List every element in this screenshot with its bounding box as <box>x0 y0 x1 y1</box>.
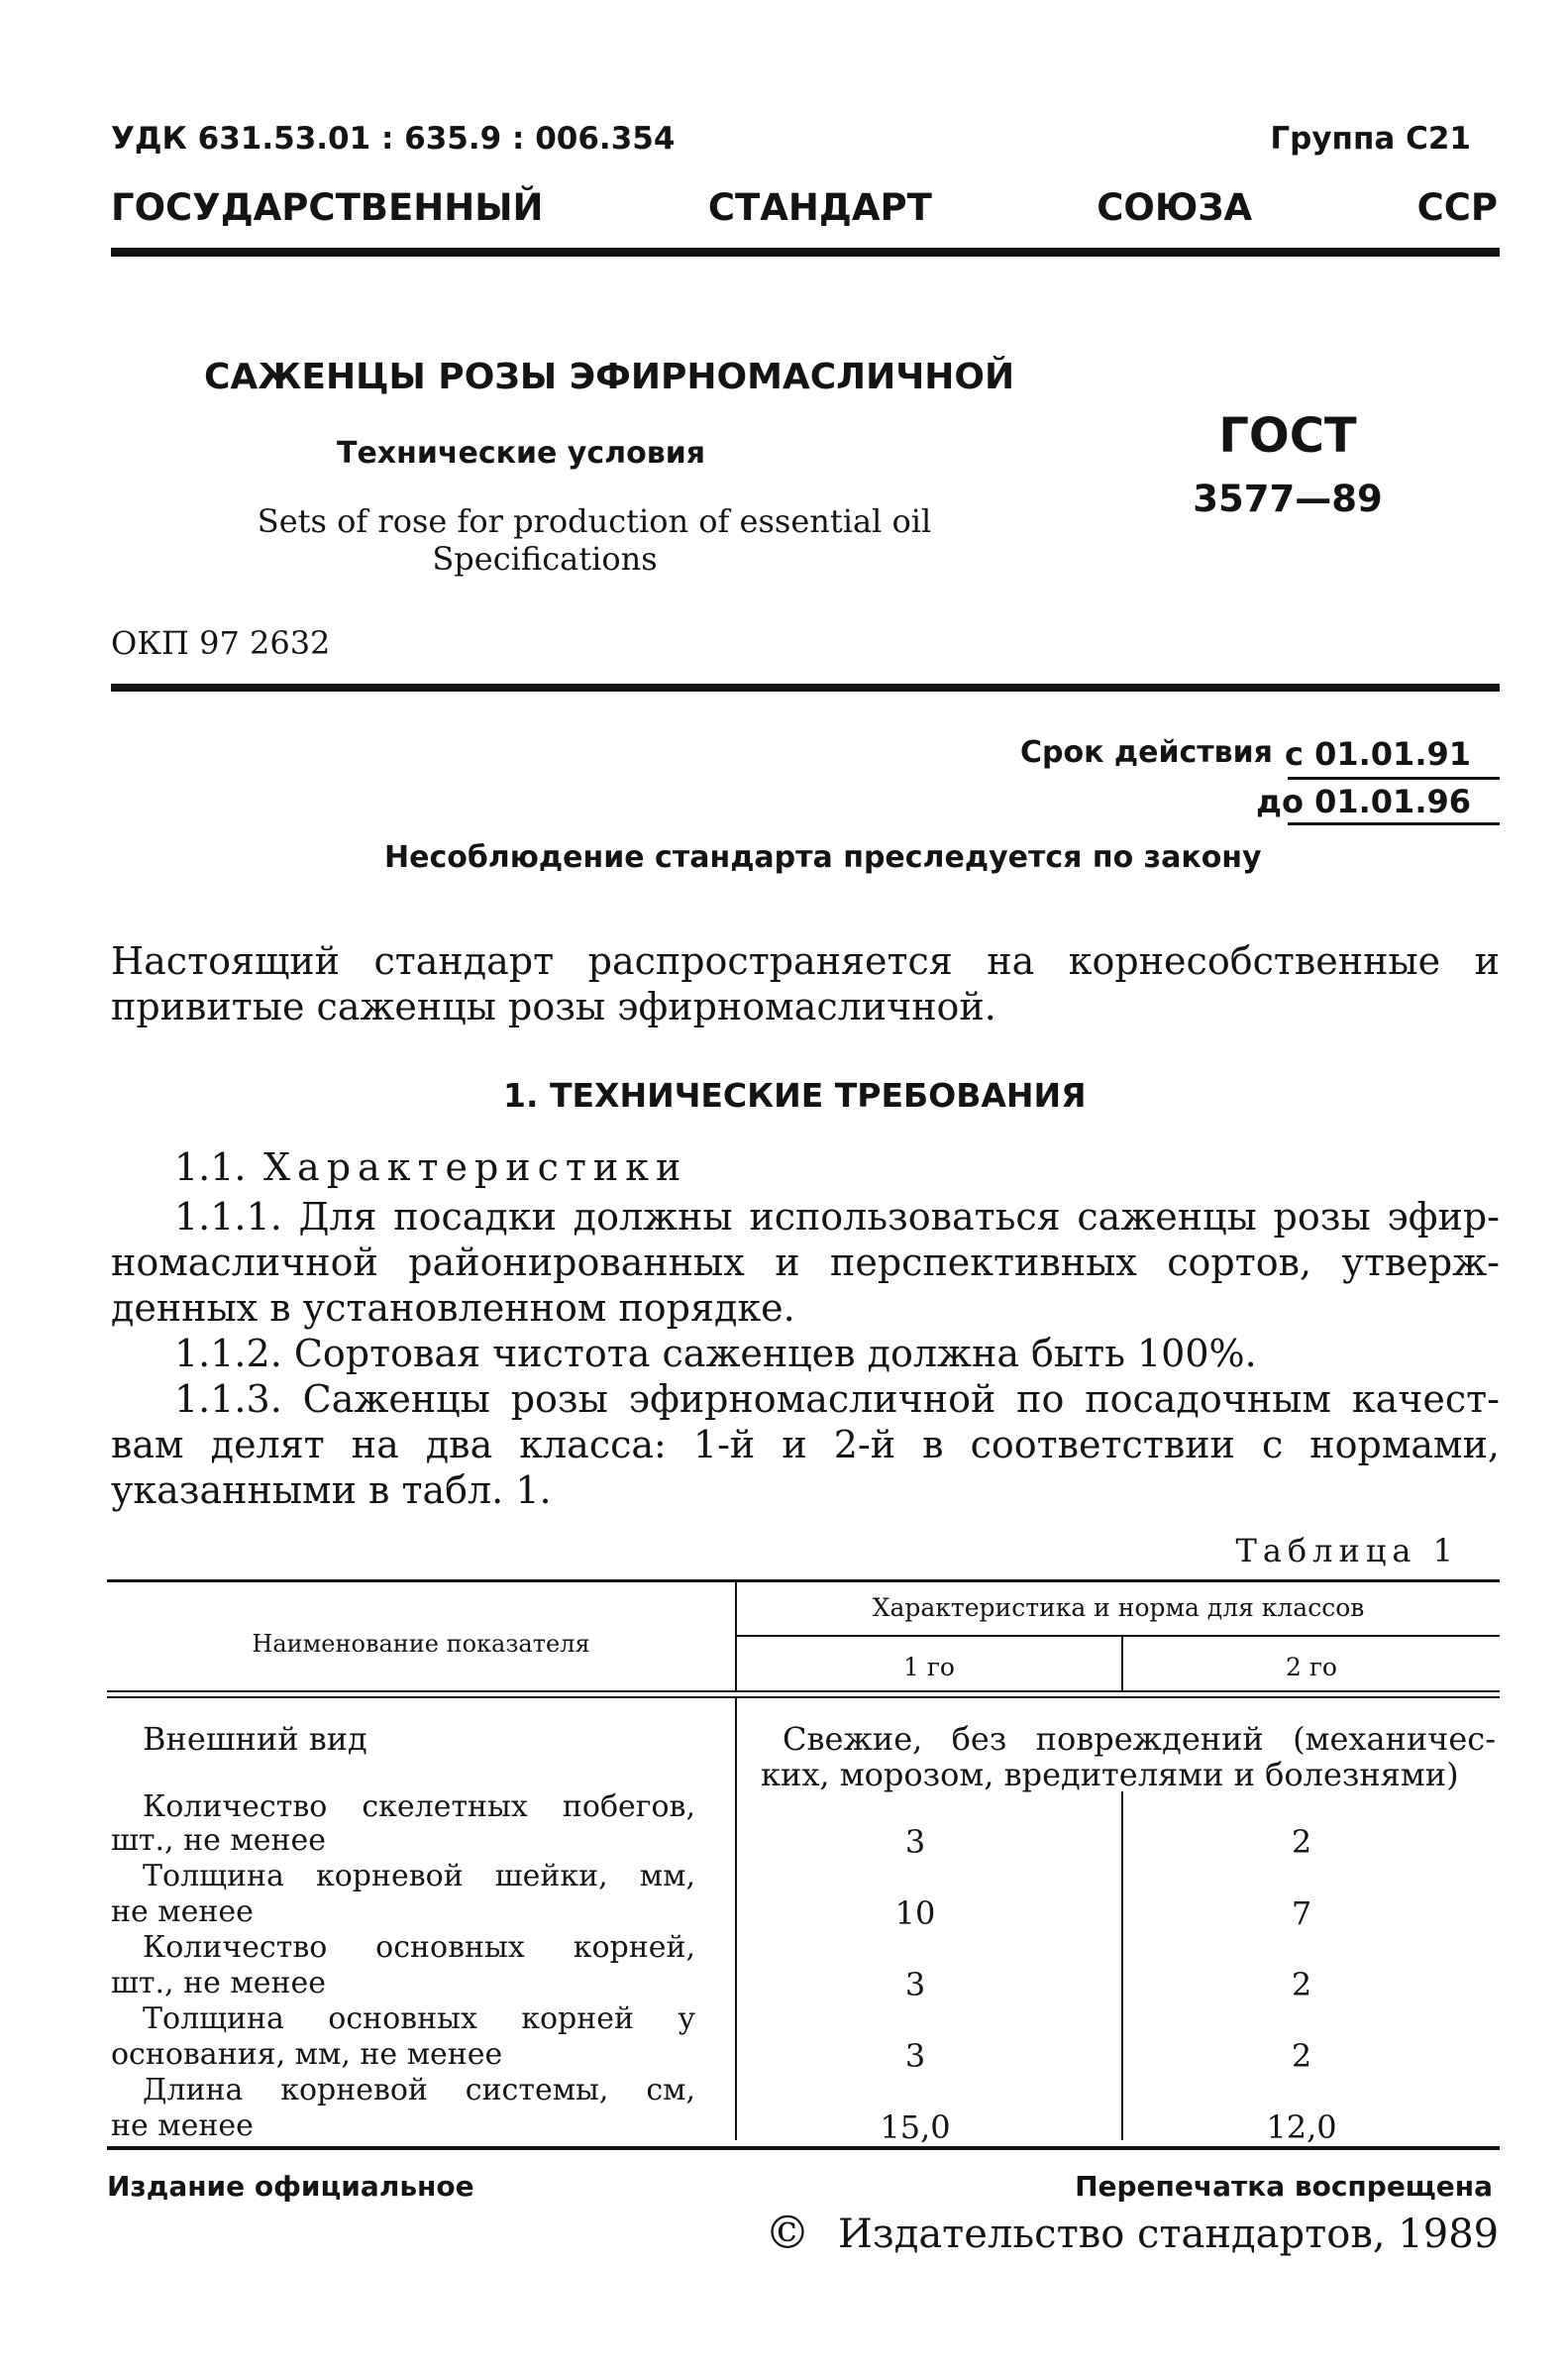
okp-code: ОКП 97 2632 <box>111 624 331 662</box>
table-col-group-header: Характеристика и норма для классов <box>872 1593 1365 1622</box>
table-group-rule <box>737 1635 1500 1637</box>
table-row-value-1-c2: 2 <box>1291 1823 1312 1861</box>
table-row-value-5-c1: 15,0 <box>880 2108 951 2146</box>
validity-from: с 01.01.91 <box>1284 735 1471 773</box>
table-col-class-1: 1 го <box>902 1653 955 1681</box>
udk-code: УДК 631.53.01 : 635.9 : 006.354 <box>111 121 676 157</box>
state-standard-banner: ГОСУДАРСТВЕННЫЙ СТАНДАРТ СОЮЗА ССР <box>111 186 1498 229</box>
subsection-number: 1.1. <box>174 1145 247 1189</box>
gost-number: 3577—89 <box>1193 478 1383 520</box>
validity-underline-2 <box>1288 822 1500 825</box>
standard-title: САЖЕНЦЫ РОЗЫ ЭФИРНОМАСЛИЧНОЙ <box>204 357 1015 397</box>
table-row-value-4-c2: 2 <box>1291 2037 1312 2075</box>
validity-underline-1 <box>1288 777 1500 780</box>
para-1-1-1-line-2: номасличной районированных и перспективных сортов, утверж- <box>111 1241 1500 1284</box>
reprint-prohibited: Перепечатка воспрещена <box>1075 2170 1493 2203</box>
official-edition: Издание официальное <box>107 2170 474 2203</box>
table-row-label-3b: шт., не менее <box>111 1966 326 2000</box>
table-caption: Таблица 1 <box>1235 1532 1459 1569</box>
table-row-value-3-c1: 3 <box>904 1966 926 2003</box>
table-row-label-4a: Толщина основных корней у <box>143 2001 695 2036</box>
gost-label: ГОСТ <box>1218 408 1357 464</box>
table-top-rule <box>107 1579 1500 1582</box>
table-row-appearance-value-2: ких, морозом, вредителями и болезнями) <box>761 1756 1459 1793</box>
table-row-label-4b: основания, мм, не менее <box>111 2037 503 2072</box>
validity-to: до 01.01.96 <box>1256 783 1471 820</box>
table-header-rule-2 <box>107 1696 1500 1698</box>
table-row-value-3-c2: 2 <box>1291 1966 1312 2003</box>
table-row-label-5a: Длина корневой системы, см, <box>143 2073 695 2107</box>
section-heading: 1. ТЕХНИЧЕСКИЕ ТРЕБОВАНИЯ <box>503 1076 1087 1115</box>
table-row-label-1b: шт., не менее <box>111 1823 326 1858</box>
table-row-appearance-label: Внешний вид <box>143 1720 367 1758</box>
intro-line-2: привитые саженцы розы эфирномасличной. <box>111 985 996 1028</box>
para-1-1-3-line-3: указанными в табл. 1. <box>111 1468 552 1512</box>
group-code: Группа С21 <box>1270 121 1471 157</box>
publisher: Издательство стандартов, 1989 <box>838 2212 1500 2257</box>
table-row-value-1-c1: 3 <box>904 1823 926 1861</box>
table-row-appearance-value-1: Свежие, без повреждений (механичес- <box>783 1720 1496 1758</box>
para-1-1-1-line-1: 1.1.1. Для посадки должны использоваться саженцы розы эфир- <box>174 1195 1500 1239</box>
table-row-value-5-c2: 12,0 <box>1266 2108 1337 2146</box>
para-1-1-3-line-2: вам делят на два класса: 1-й и 2-й в соответствии с нормами, <box>111 1423 1500 1466</box>
validity-label: Срок действия <box>1020 735 1273 770</box>
english-subtitle: Specifications <box>432 540 658 578</box>
table-row-label-3a: Количество основных корней, <box>143 1930 695 1965</box>
table-row-label-5b: не менее <box>111 2108 254 2143</box>
standard-subtitle: Технические условия <box>337 436 705 471</box>
para-1-1-1-line-3: денных в установленном порядке. <box>111 1286 795 1330</box>
table-row-label-1a: Количество скелетных побегов, <box>143 1789 695 1824</box>
table-col-class-2: 2 го <box>1285 1653 1337 1681</box>
table-row-value-2-c2: 7 <box>1291 1894 1312 1932</box>
table-row-value-4-c1: 3 <box>904 2037 926 2075</box>
table-header-rule-1 <box>107 1690 1500 1692</box>
english-title: Sets of rose for production of essential oil <box>257 502 932 540</box>
header-thick-rule <box>111 248 1500 257</box>
table-col-name-header: Наименование показателя <box>252 1630 590 1658</box>
intro-line-1: Настоящий стандарт распространяется на корнесобственные и <box>111 939 1500 983</box>
para-1-1-2: 1.1.2. Сортовая чистота саженцев должна быть 100%. <box>174 1332 1257 1375</box>
law-notice: Несоблюдение стандарта преследуется по закону <box>384 840 1262 875</box>
subsection-title: Характеристики <box>263 1145 688 1189</box>
table-row-value-2-c1: 10 <box>894 1894 936 1932</box>
copyright-symbol: © <box>765 2206 810 2259</box>
table-row-label-2b: не менее <box>111 1894 254 1929</box>
title-thick-rule <box>111 684 1500 692</box>
table-bottom-rule <box>107 2146 1500 2150</box>
table-row-label-2a: Толщина корневой шейки, мм, <box>143 1859 695 1893</box>
para-1-1-3-line-1: 1.1.3. Саженцы розы эфирномасличной по посадочным качест- <box>174 1377 1500 1421</box>
